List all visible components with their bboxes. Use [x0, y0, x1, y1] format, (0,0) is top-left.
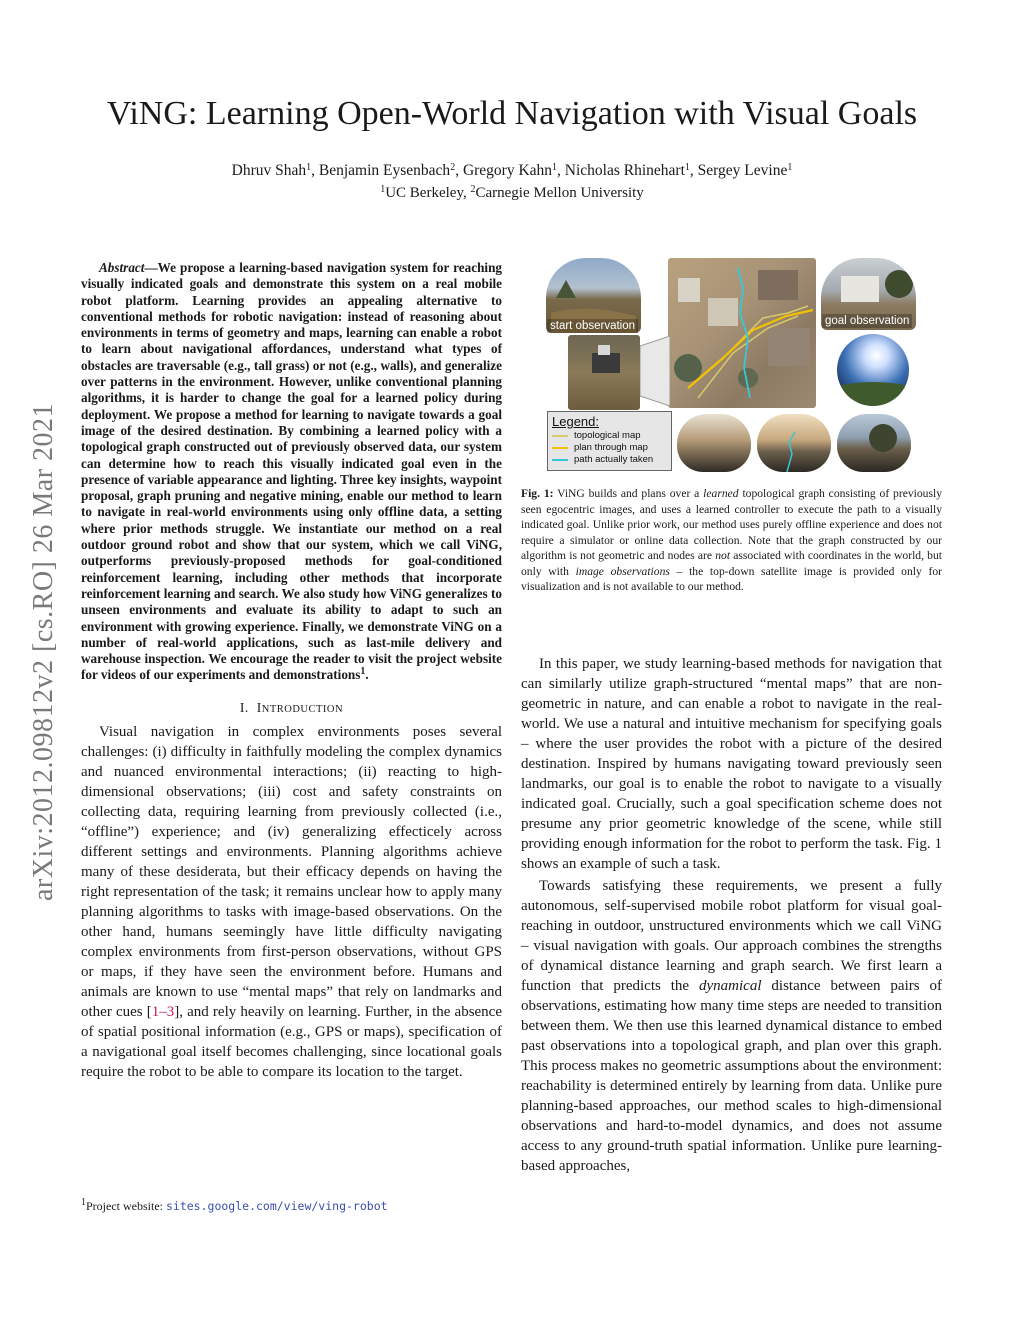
body-text: Towards satisfying these requirements, we present a fully autonomous, self-supervised mobile robot platform for visual goal-reaching in outdoor, unstructured environments which we call ViNG – visual navigation with goals. Our approach combines the strengths of dynamical distance learning and graph search. We first learn a function that predicts the: [521, 878, 942, 994]
satellite-map-overlay: [668, 258, 816, 408]
author-list: Dhruv Shah$^1$, Benjamin Eysenbach$^2$, Gregory Kahn$^1$, Nicholas Rhinehart$^1$, Sergey Levine$^1$: [231, 162, 793, 179]
caption-text: – the top-down satellite image is provided only for visualization and is not available to our method.: [521, 564, 942, 593]
author-affiliation-mark: 1: [684, 162, 690, 173]
author-affiliation-mark: 1: [787, 162, 793, 173]
legend-label: topological map: [574, 430, 641, 441]
affiliation-mark: 1: [380, 184, 386, 195]
citation-link[interactable]: 3: [166, 1003, 175, 1020]
left-column: [81, 256, 502, 1082]
arxiv-identifier-text: arXiv:2012.09812v2 [cs.RO] 26 Mar 2021: [28, 402, 59, 902]
author-name: Nicholas Rhinehart: [564, 162, 685, 179]
body-paragraph: In this paper, we study learning-based methods for navigation that can similarly utilize graph-structured “mental maps” that are non-geometric in nature, and can enable a robot to navigate in the real-world. We use a natural and intuitive mechanism for specifying goals – where the user provides the robot with a picture of the desired destination. Inspired by humans navigating toward previously seen landmarks, our goal is to enable the robot to navigate to a visually indicated goal. Crucially, such a goal specification scheme does not presume any prior geometric knowledge of the scene, while still providing enough information for the robot to perform the task. Fig. 1 shows an example of such a task.: [521, 656, 942, 872]
caption-emphasis: not: [715, 549, 731, 562]
observation-image-sun: [837, 334, 909, 406]
start-observation-label: start observation: [547, 319, 638, 333]
author-affiliation-mark: 2: [450, 162, 456, 173]
caption-emphasis: image observations: [575, 564, 670, 578]
affiliation-mark: 2: [470, 184, 476, 195]
ground: [837, 382, 909, 406]
section-number: I.: [239, 699, 249, 715]
citation-link[interactable]: 1: [151, 1003, 160, 1020]
affiliation-name: UC Berkeley,: [385, 185, 471, 201]
author-affiliation-mark: 1: [552, 162, 558, 173]
abstract-dash: —: [144, 260, 158, 275]
path-overlay: [757, 414, 831, 472]
goal-observation-label: goal observation: [822, 314, 912, 328]
robot-callout-arrow: [640, 336, 670, 406]
figure-1: [546, 258, 916, 474]
tree-scene: [837, 414, 911, 472]
robot-image: [568, 335, 640, 410]
tree: [674, 354, 702, 382]
abstract-end: .: [365, 667, 369, 683]
tree: [869, 424, 897, 452]
robot-body: [592, 353, 620, 373]
building-roof: [758, 270, 798, 300]
caption-text: associated with coordinates in the world, but only with: [521, 549, 942, 578]
observation-image: [757, 414, 831, 472]
sun-scene: [837, 334, 909, 406]
intro-paragraph: [81, 722, 502, 1082]
figure-1-caption: [521, 486, 942, 595]
caption-emphasis: learned: [703, 487, 739, 500]
project-website-link[interactable]: sites.google.com/view/ving-robot: [165, 1199, 388, 1213]
satellite-map-image: [668, 258, 816, 408]
intro-text: Visual navigation in complex environments poses several challenges: (i) difficulty in faithfully modeling the complex dynamics and nuanced environmental interactions; (ii) reacting to high-dimensional observations; (iii) cost and safety constraints on collecting data, requiring learning from previously collected (i.e., “offline”) experience; and (iv) generalizing effecticely across different settings and environments. Planning algorithms achieve many of these desiderata, but their efficacy depends on having the right representation of the task; it remains unclear how to apply many planning algorithms to tasks with image-based observations. On the other hand, humans seemingly have little difficulty navigating complex environments from first-person observations, without GPS or maps, if they have seen the environment before. Humans and animals are known to use “mental maps” that rely on landmarks and other cues [: [81, 723, 502, 1020]
legend-label: path actually taken: [574, 454, 654, 465]
body-emphasis: dynamical: [699, 978, 762, 994]
observation-image: [837, 414, 911, 472]
legend-item: [552, 442, 667, 454]
affiliation-name: Carnegie Mellon University: [475, 185, 644, 201]
body-text: distance between pairs of observations, estimating how many time steps are needed to transition between them. We then use this learned dynamical distance to embed past observations into a topological graph, and plan over this graph. This process makes no geometric assumptions about the environment: reachability is determined entirely by learning from data. Unlike pure planning-based approaches, our method scales to high-dimensional observations and hard-to-model dynamics, and does not assume access to any ground-truth spatial information. Unlike pure learning-based approaches,: [521, 978, 942, 1174]
legend-label: plan through map: [574, 442, 648, 453]
right-column: [521, 654, 942, 1176]
actual-path: [787, 432, 795, 472]
building-roof: [678, 278, 700, 302]
abstract-text: We propose a learning-based navigation system for reaching visually indicated goals and demonstrate this system on a real mobile robot platform. Learning provides an appealing alternative to conventional methods for robotic navigation: instead of reasoning about environments in terms of geometry and maps, learning can enable a robot to learn about navigational affordances, understand what types of obstacles are traversable (e.g., tall grass) or not (e.g., walls), and generalize over patterns in the environment. However, unlike conventional planning algorithms, it is harder to change the goal for a learned policy during deployment. We propose a method for learning to navigate towards a goal image of the desired destination. By combining a learned policy with a topological graph constructed out of previously observed data, our system can determine how to reach this visually indicated goal even in the presence of variable appearance and lighting. Three key insights, waypoint proposal, graph pruning and negative mining, enable our method to learn to navigate in real-world environments using only offline data, a setting where prior methods struggle. We instantiate our method on a real outdoor ground robot and show that our system, which we call ViNG, outperforms previously-proposed methods for goal-conditioned reinforcement learning, including other methods that incorporate reinforcement learning and search. We also study how ViNG generalizes to unseen environments and evaluate its ability to adapt to such an environment with growing experience. Finally, we demonstrate ViNG on a number of real-world applications, such as last-mile delivery and warehouse inspection. We encourage the reader to visit the project website for videos of our experiments and demonstrations: [81, 260, 502, 683]
footnote: [81, 1198, 502, 1214]
robot-sensor: [598, 345, 610, 355]
building-roof: [708, 298, 738, 326]
abstract-label: Abstract: [99, 260, 145, 275]
abstract: [81, 260, 502, 684]
author-name: Gregory Kahn: [462, 162, 553, 179]
caption-text: ViNG builds and plans over a: [553, 487, 704, 500]
author-affiliation-mark: 1: [306, 162, 312, 173]
figure-legend: [547, 411, 672, 471]
callout-shape: [640, 336, 670, 406]
legend-item: [552, 430, 667, 442]
observation-image: [677, 414, 751, 472]
building-roof: [768, 328, 810, 366]
citation-dash: –: [159, 1003, 167, 1020]
legend-swatch: [552, 459, 568, 461]
caption-figure-number: Fig. 1:: [521, 487, 554, 500]
tree: [556, 280, 576, 298]
tree: [885, 270, 913, 298]
legend-item: [552, 454, 667, 466]
legend-swatch: [552, 435, 568, 437]
author-name: Benjamin Eysenbach: [318, 162, 451, 179]
house: [841, 276, 879, 302]
legend-title: Legend:: [552, 414, 599, 429]
paper-title: ViNG: Learning Open-World Navigation with Visual Goals: [106, 95, 918, 132]
footnote-mark: 1: [360, 666, 366, 678]
legend-swatch: [552, 447, 568, 449]
section-heading-introduction: [81, 700, 502, 716]
body-paragraph: [521, 876, 942, 1176]
footnote-label: Project website:: [86, 1199, 166, 1213]
intro-text: ], and rely heavily on learning. Further, in the absence of spatial positional information (e.g., GPS or maps), specification of a navigational goal itself becomes challenging, since locational goals require the robot to be able to compare its location to the target.: [81, 1003, 503, 1080]
robot-scene: [568, 335, 640, 410]
author-name: Sergey Levine: [697, 162, 788, 179]
footnote-mark: 1: [81, 1197, 86, 1208]
caption-text: topological graph consisting of previously seen egocentric images, and uses a learned controller to execute the path to a visually indicated goal. Unlike prior work, our method uses purely offline experience and does not require a simulator or online data collection. Note that the graph constructed by our algorithm is not geometric and nodes are: [521, 487, 942, 562]
affiliations: [0, 182, 1024, 204]
section-title-initial: I: [256, 699, 262, 715]
arxiv-identifier: [28, 352, 60, 952]
section-title-rest: NTRODUCTION: [261, 703, 344, 715]
author-name: Dhruv Shah: [231, 162, 307, 179]
